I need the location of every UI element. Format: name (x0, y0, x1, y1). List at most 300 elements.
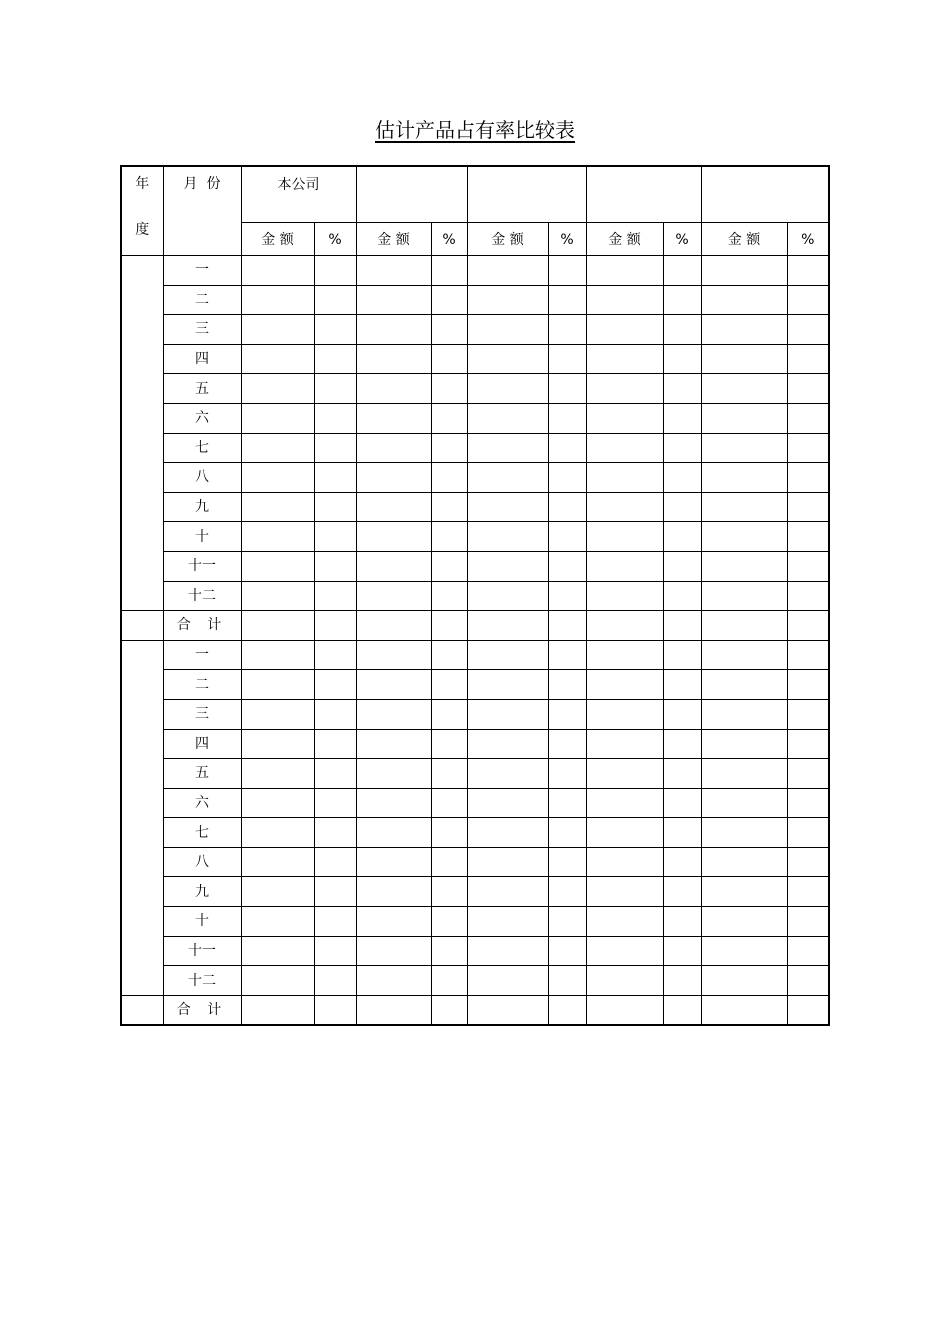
percent-cell[interactable] (314, 877, 356, 907)
amount-cell[interactable] (701, 907, 787, 937)
amount-cell[interactable] (467, 581, 548, 611)
amount-cell[interactable] (356, 877, 431, 907)
amount-cell[interactable] (467, 877, 548, 907)
amount-cell[interactable] (356, 907, 431, 937)
percent-cell[interactable] (663, 581, 701, 611)
amount-cell[interactable] (356, 966, 431, 996)
month-label: 三 (163, 699, 241, 729)
amount-cell[interactable] (356, 670, 431, 700)
percent-cell[interactable] (787, 374, 829, 404)
amount-cell[interactable] (356, 492, 431, 522)
total-percent-cell[interactable] (548, 995, 586, 1025)
percent-cell[interactable] (787, 315, 829, 345)
percent-cell[interactable] (787, 403, 829, 433)
percent-cell[interactable] (663, 759, 701, 789)
percent-cell[interactable] (548, 433, 586, 463)
amount-cell[interactable] (241, 256, 314, 286)
percent-cell[interactable] (663, 285, 701, 315)
percent-cell[interactable] (548, 463, 586, 493)
percent-cell[interactable] (787, 699, 829, 729)
amount-cell[interactable] (586, 759, 663, 789)
total-amount-cell[interactable] (467, 611, 548, 641)
percent-column-header: % (787, 223, 829, 256)
total-percent-cell[interactable] (548, 611, 586, 641)
percent-cell[interactable] (787, 759, 829, 789)
percent-cell[interactable] (314, 847, 356, 877)
percent-cell[interactable] (663, 463, 701, 493)
month-header (163, 166, 241, 256)
amount-cell[interactable] (356, 256, 431, 286)
table-row (121, 433, 829, 463)
percent-cell[interactable] (663, 699, 701, 729)
amount-cell[interactable] (356, 315, 431, 345)
percent-cell[interactable] (314, 907, 356, 937)
percent-cell[interactable] (431, 699, 467, 729)
percent-cell[interactable] (431, 670, 467, 700)
percent-cell[interactable] (314, 344, 356, 374)
amount-cell[interactable] (356, 847, 431, 877)
percent-cell[interactable] (431, 256, 467, 286)
percent-cell[interactable] (431, 581, 467, 611)
amount-cell[interactable] (701, 522, 787, 552)
total-amount-cell[interactable] (586, 611, 663, 641)
percent-cell[interactable] (787, 551, 829, 581)
total-row (121, 995, 829, 1025)
percent-cell[interactable] (787, 256, 829, 286)
percent-cell[interactable] (314, 759, 356, 789)
amount-cell[interactable] (586, 374, 663, 404)
amount-cell[interactable] (586, 403, 663, 433)
amount-cell[interactable] (467, 699, 548, 729)
month-label: 四 (163, 344, 241, 374)
percent-cell[interactable] (548, 640, 586, 670)
percent-cell[interactable] (314, 640, 356, 670)
table-row (121, 522, 829, 552)
percent-cell[interactable] (314, 581, 356, 611)
amount-cell[interactable] (586, 492, 663, 522)
percent-cell[interactable] (548, 492, 586, 522)
percent-cell[interactable] (663, 374, 701, 404)
amount-cell[interactable] (586, 966, 663, 996)
percent-cell[interactable] (314, 374, 356, 404)
total-amount-cell[interactable] (701, 611, 787, 641)
amount-cell[interactable] (701, 403, 787, 433)
total-percent-cell[interactable] (431, 611, 467, 641)
percent-cell[interactable] (314, 818, 356, 848)
year-header-bottom: 度 (135, 222, 150, 238)
amount-cell[interactable] (701, 966, 787, 996)
amount-cell[interactable] (356, 551, 431, 581)
percent-cell[interactable] (787, 877, 829, 907)
percent-cell[interactable] (548, 729, 586, 759)
amount-cell[interactable] (356, 936, 431, 966)
percent-cell[interactable] (548, 285, 586, 315)
amount-cell[interactable] (241, 729, 314, 759)
amount-cell[interactable] (467, 670, 548, 700)
percent-cell[interactable] (548, 966, 586, 996)
percent-cell[interactable] (787, 285, 829, 315)
year-cell[interactable] (121, 611, 163, 641)
amount-cell[interactable] (701, 729, 787, 759)
amount-cell[interactable] (467, 551, 548, 581)
amount-cell[interactable] (586, 581, 663, 611)
percent-cell[interactable] (548, 907, 586, 937)
amount-cell[interactable] (467, 729, 548, 759)
percent-cell[interactable] (787, 344, 829, 374)
amount-cell[interactable] (701, 315, 787, 345)
amount-cell[interactable] (467, 759, 548, 789)
percent-cell[interactable] (314, 285, 356, 315)
total-amount-cell[interactable] (356, 995, 431, 1025)
month-label: 十 (163, 907, 241, 937)
percent-cell[interactable] (431, 788, 467, 818)
amount-cell[interactable] (467, 788, 548, 818)
amount-cell[interactable] (467, 640, 548, 670)
amount-cell[interactable] (467, 936, 548, 966)
percent-cell[interactable] (314, 403, 356, 433)
amount-cell[interactable] (241, 877, 314, 907)
amount-cell[interactable] (467, 403, 548, 433)
amount-cell[interactable] (467, 315, 548, 345)
percent-cell[interactable] (663, 315, 701, 345)
amount-cell[interactable] (241, 818, 314, 848)
amount-cell[interactable] (356, 285, 431, 315)
amount-cell[interactable] (586, 285, 663, 315)
percent-cell[interactable] (314, 670, 356, 700)
percent-cell[interactable] (314, 729, 356, 759)
amount-cell[interactable] (467, 966, 548, 996)
amount-cell[interactable] (701, 936, 787, 966)
amount-cell[interactable] (241, 847, 314, 877)
amount-cell[interactable] (241, 433, 314, 463)
year-cell[interactable] (121, 640, 163, 995)
percent-cell[interactable] (787, 788, 829, 818)
amount-cell[interactable] (241, 788, 314, 818)
percent-cell[interactable] (548, 759, 586, 789)
amount-cell[interactable] (356, 788, 431, 818)
year-header-top: 年 (135, 176, 150, 192)
percent-cell[interactable] (663, 492, 701, 522)
percent-cell[interactable] (663, 877, 701, 907)
percent-cell[interactable] (548, 256, 586, 286)
percent-cell[interactable] (314, 966, 356, 996)
amount-cell[interactable] (467, 492, 548, 522)
percent-cell[interactable] (431, 463, 467, 493)
amount-cell[interactable] (586, 315, 663, 345)
percent-cell[interactable] (663, 403, 701, 433)
amount-cell[interactable] (701, 847, 787, 877)
percent-cell[interactable] (787, 847, 829, 877)
percent-cell[interactable] (431, 433, 467, 463)
percent-cell[interactable] (787, 966, 829, 996)
company-header-5 (701, 166, 829, 223)
total-amount-cell[interactable] (241, 995, 314, 1025)
percent-cell[interactable] (663, 522, 701, 552)
amount-cell[interactable] (467, 818, 548, 848)
amount-cell[interactable] (467, 847, 548, 877)
percent-cell[interactable] (314, 463, 356, 493)
amount-cell[interactable] (241, 936, 314, 966)
amount-cell[interactable] (467, 522, 548, 552)
amount-cell[interactable] (701, 670, 787, 700)
amount-cell[interactable] (467, 344, 548, 374)
amount-cell[interactable] (356, 433, 431, 463)
percent-cell[interactable] (548, 315, 586, 345)
percent-column-header: % (663, 223, 701, 256)
percent-cell[interactable] (548, 581, 586, 611)
percent-cell[interactable] (431, 315, 467, 345)
month-label: 一 (163, 256, 241, 286)
table-row (121, 818, 829, 848)
year-cell[interactable] (121, 256, 163, 611)
table-row (121, 403, 829, 433)
amount-cell[interactable] (701, 433, 787, 463)
amount-cell[interactable] (586, 463, 663, 493)
amount-cell[interactable] (467, 907, 548, 937)
total-percent-cell[interactable] (314, 611, 356, 641)
percent-cell[interactable] (548, 374, 586, 404)
amount-cell[interactable] (586, 818, 663, 848)
percent-cell[interactable] (314, 522, 356, 552)
total-amount-cell[interactable] (586, 995, 663, 1025)
total-percent-cell[interactable] (314, 995, 356, 1025)
amount-column-header: 金 额 (586, 223, 663, 256)
amount-cell[interactable] (586, 522, 663, 552)
percent-cell[interactable] (314, 315, 356, 345)
amount-cell[interactable] (241, 699, 314, 729)
percent-cell[interactable] (663, 670, 701, 700)
amount-cell[interactable] (356, 344, 431, 374)
percent-cell[interactable] (431, 966, 467, 996)
percent-cell[interactable] (787, 670, 829, 700)
percent-cell[interactable] (548, 877, 586, 907)
amount-cell[interactable] (241, 374, 314, 404)
amount-cell[interactable] (467, 433, 548, 463)
percent-cell[interactable] (431, 522, 467, 552)
total-percent-cell[interactable] (431, 995, 467, 1025)
percent-cell[interactable] (787, 581, 829, 611)
percent-cell[interactable] (431, 877, 467, 907)
percent-cell[interactable] (431, 551, 467, 581)
percent-cell[interactable] (787, 492, 829, 522)
amount-cell[interactable] (241, 522, 314, 552)
amount-cell[interactable] (241, 759, 314, 789)
percent-cell[interactable] (663, 966, 701, 996)
percent-cell[interactable] (548, 936, 586, 966)
amount-cell[interactable] (701, 374, 787, 404)
amount-cell[interactable] (356, 759, 431, 789)
amount-cell[interactable] (356, 581, 431, 611)
amount-cell[interactable] (586, 847, 663, 877)
amount-cell[interactable] (701, 581, 787, 611)
table-row (121, 847, 829, 877)
percent-cell[interactable] (663, 936, 701, 966)
month-label: 五 (163, 374, 241, 404)
percent-cell[interactable] (663, 818, 701, 848)
amount-cell[interactable] (586, 907, 663, 937)
amount-cell[interactable] (701, 256, 787, 286)
table-row (121, 729, 829, 759)
percent-cell[interactable] (787, 522, 829, 552)
percent-cell[interactable] (787, 936, 829, 966)
percent-cell[interactable] (787, 433, 829, 463)
percent-cell[interactable] (548, 670, 586, 700)
company-header-3 (467, 166, 586, 223)
percent-cell[interactable] (663, 551, 701, 581)
amount-cell[interactable] (586, 256, 663, 286)
percent-cell[interactable] (314, 433, 356, 463)
amount-cell[interactable] (586, 699, 663, 729)
amount-cell[interactable] (241, 344, 314, 374)
amount-cell[interactable] (241, 492, 314, 522)
amount-cell[interactable] (467, 256, 548, 286)
month-label: 六 (163, 788, 241, 818)
amount-cell[interactable] (586, 551, 663, 581)
total-amount-cell[interactable] (701, 995, 787, 1025)
amount-cell[interactable] (241, 285, 314, 315)
amount-cell[interactable] (356, 463, 431, 493)
total-amount-cell[interactable] (356, 611, 431, 641)
percent-cell[interactable] (314, 788, 356, 818)
amount-cell[interactable] (701, 699, 787, 729)
percent-cell[interactable] (431, 374, 467, 404)
table-row (121, 374, 829, 404)
amount-cell[interactable] (586, 788, 663, 818)
amount-cell[interactable] (701, 285, 787, 315)
percent-cell[interactable] (431, 344, 467, 374)
percent-cell[interactable] (548, 403, 586, 433)
market-share-comparison-table (120, 165, 830, 1026)
percent-cell[interactable] (431, 907, 467, 937)
month-label: 一 (163, 640, 241, 670)
percent-cell[interactable] (548, 344, 586, 374)
percent-cell[interactable] (663, 640, 701, 670)
amount-cell[interactable] (701, 788, 787, 818)
amount-cell[interactable] (241, 640, 314, 670)
percent-cell[interactable] (548, 551, 586, 581)
total-row (121, 611, 829, 641)
percent-cell[interactable] (431, 640, 467, 670)
total-percent-cell[interactable] (787, 995, 829, 1025)
amount-cell[interactable] (467, 374, 548, 404)
amount-cell[interactable] (586, 877, 663, 907)
table-row (121, 256, 829, 286)
percent-cell[interactable] (787, 907, 829, 937)
percent-cell[interactable] (314, 551, 356, 581)
total-amount-cell[interactable] (241, 611, 314, 641)
amount-cell[interactable] (586, 670, 663, 700)
amount-cell[interactable] (586, 640, 663, 670)
month-label: 六 (163, 403, 241, 433)
amount-cell[interactable] (701, 344, 787, 374)
percent-cell[interactable] (548, 699, 586, 729)
percent-cell[interactable] (431, 729, 467, 759)
amount-cell[interactable] (241, 463, 314, 493)
percent-cell[interactable] (663, 433, 701, 463)
total-percent-cell[interactable] (663, 995, 701, 1025)
amount-cell[interactable] (356, 374, 431, 404)
percent-cell[interactable] (431, 936, 467, 966)
amount-cell[interactable] (356, 403, 431, 433)
amount-cell[interactable] (701, 640, 787, 670)
amount-cell[interactable] (701, 877, 787, 907)
total-percent-cell[interactable] (663, 611, 701, 641)
table-row (121, 907, 829, 937)
amount-cell[interactable] (241, 907, 314, 937)
amount-cell[interactable] (356, 818, 431, 848)
percent-cell[interactable] (548, 818, 586, 848)
amount-cell[interactable] (701, 551, 787, 581)
header-row-companies (121, 166, 829, 223)
amount-column-header: 金 额 (356, 223, 431, 256)
percent-cell[interactable] (787, 640, 829, 670)
percent-cell[interactable] (314, 936, 356, 966)
total-amount-cell[interactable] (467, 995, 548, 1025)
total-percent-cell[interactable] (787, 611, 829, 641)
percent-cell[interactable] (663, 344, 701, 374)
amount-cell[interactable] (241, 315, 314, 345)
percent-cell[interactable] (548, 522, 586, 552)
percent-cell[interactable] (787, 729, 829, 759)
amount-cell[interactable] (701, 463, 787, 493)
table-row (121, 699, 829, 729)
amount-cell[interactable] (356, 729, 431, 759)
percent-column-header: % (431, 223, 467, 256)
amount-cell[interactable] (701, 492, 787, 522)
percent-cell[interactable] (431, 818, 467, 848)
year-header (121, 166, 163, 256)
amount-cell[interactable] (701, 759, 787, 789)
percent-cell[interactable] (431, 847, 467, 877)
percent-cell[interactable] (431, 759, 467, 789)
month-label: 四 (163, 729, 241, 759)
percent-cell[interactable] (787, 463, 829, 493)
amount-cell[interactable] (241, 670, 314, 700)
amount-cell[interactable] (241, 581, 314, 611)
percent-cell[interactable] (431, 403, 467, 433)
year-cell[interactable] (121, 995, 163, 1025)
percent-cell[interactable] (548, 847, 586, 877)
amount-cell[interactable] (586, 936, 663, 966)
percent-cell[interactable] (663, 907, 701, 937)
amount-cell[interactable] (467, 463, 548, 493)
percent-cell[interactable] (663, 788, 701, 818)
table-row (121, 315, 829, 345)
table-row (121, 877, 829, 907)
percent-cell[interactable] (663, 847, 701, 877)
percent-cell[interactable] (431, 492, 467, 522)
amount-cell[interactable] (356, 522, 431, 552)
amount-cell[interactable] (356, 699, 431, 729)
amount-cell[interactable] (586, 433, 663, 463)
percent-cell[interactable] (314, 492, 356, 522)
percent-cell[interactable] (314, 699, 356, 729)
amount-cell[interactable] (356, 640, 431, 670)
percent-cell[interactable] (548, 788, 586, 818)
percent-cell[interactable] (663, 729, 701, 759)
amount-cell[interactable] (467, 285, 548, 315)
amount-cell[interactable] (586, 729, 663, 759)
percent-cell[interactable] (314, 256, 356, 286)
amount-cell[interactable] (241, 966, 314, 996)
percent-cell[interactable] (431, 285, 467, 315)
amount-cell[interactable] (241, 403, 314, 433)
amount-cell[interactable] (701, 818, 787, 848)
amount-cell[interactable] (586, 344, 663, 374)
percent-cell[interactable] (787, 818, 829, 848)
percent-cell[interactable] (663, 256, 701, 286)
amount-cell[interactable] (241, 551, 314, 581)
